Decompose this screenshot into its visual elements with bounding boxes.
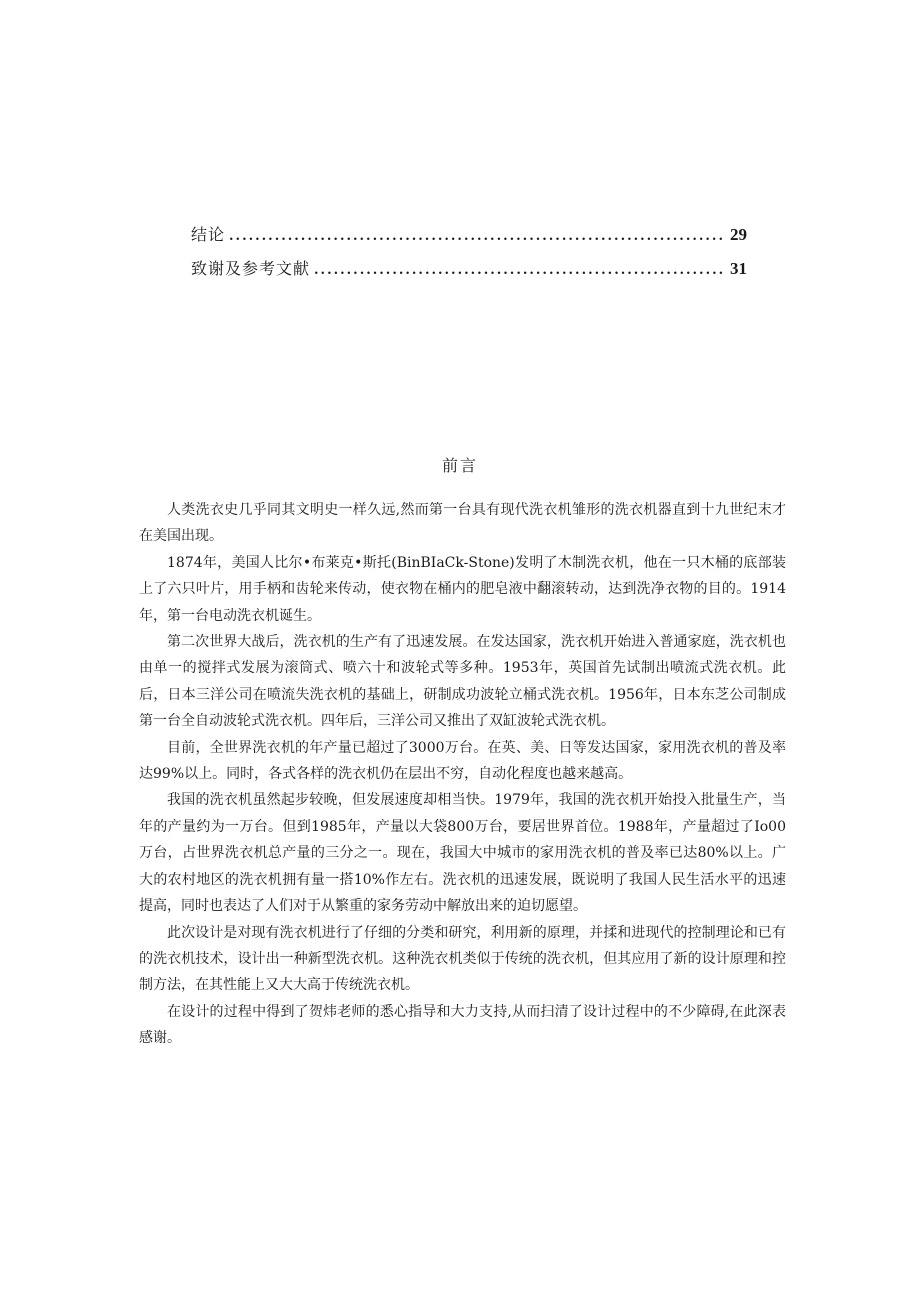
toc-entry-page: 31 (730, 259, 747, 278)
toc-entry-label: 结论 (191, 225, 226, 244)
section-title: 前言 (441, 456, 478, 475)
toc-entry-label: 致谢及参考文献 (191, 259, 311, 278)
paragraph: 我国的洗衣机虽然起步较晚，但发展速度却相当快。1979年，我国的洗衣机开始投入批量生产，当年的产量约为一万台。但到1985年，产量以大袋800万台，要居世界首位。1988年，产量超过了Io00万台，占世界洗衣机总产量的三分之一。现在，我国大中城市的家用洗衣机的普及率已达80%以上。广大的农村地区的洗衣机拥有量一搭10%作左右。洗衣机的迅速发展，既说明了我国人民生活水平的迅速提高，同时也表达了人们对于从繁重的家务劳动中解放出来的迫切愿望。 (139, 792, 786, 915)
toc-entry-page: 29 (730, 225, 747, 244)
toc-leader-dots (314, 254, 726, 288)
toc-entry-conclusion[interactable] (191, 218, 747, 252)
paragraph: 人类洗衣史几乎同其文明史一样久远,然而第一台具有现代洗衣机雏形的洗衣机器直到十九世纪末才在美国出现。 (139, 502, 786, 545)
toc-entry-acknowledgements[interactable] (191, 252, 747, 286)
paragraph: 在设计的过程中得到了贺炜老师的悉心指导和大力支持,从而扫清了设计过程中的不少障碍,在此深表感谢。 (139, 1003, 786, 1047)
paragraph: 目前，全世界洗衣机的年产量已超过了3000万台。在英、美、日等发达国家，家用洗衣机的普及率达99%以上。同时，各式各样的洗衣机仍在层出不穷，自动化程度也越来越高。 (139, 739, 786, 783)
table-of-contents (191, 218, 747, 286)
paragraph: 第二次世界大战后，洗衣机的生产有了迅速发展。在发达国家，洗衣机开始进入普通家庭，洗衣机也由单一的搅拌式发展为滚筒式、喷六十和波轮式等多种。1953年，英国首先试制出喷流式洗衣机。此后，日本三洋公司在喷流失洗衣机的基础上，研制成功波轮立桶式洗衣机。1956年，日本东芝公司制成第一台全自动波轮式洗衣机。四年后，三洋公司又推出了双缸波轮式洗衣机。 (139, 634, 786, 730)
paragraph: 此次设计是对现有洗衣机进行了仔细的分类和研究，利用新的原理，并揉和进现代的控制理论和已有的洗衣机技术，设计出一种新型洗衣机。这种洗衣机类似于传统的洗衣机，但其应用了新的设计原理和控制方法，在其性能上又大大高于传统洗衣机。 (139, 924, 786, 994)
paragraph: 1874年，美国人比尔•布莱克•斯托(BinBIaCk-Stone)发明了木制洗衣机，他在一只木桶的底部装上了六只叶片，用手柄和齿轮来传动，使衣物在桶内的肥皂液中翻滚转动，达到洗净衣物的目的。1914年，第一台电动洗衣机诞生。 (139, 554, 786, 624)
preface-body (139, 497, 786, 1052)
toc-leader-dots (229, 220, 726, 254)
